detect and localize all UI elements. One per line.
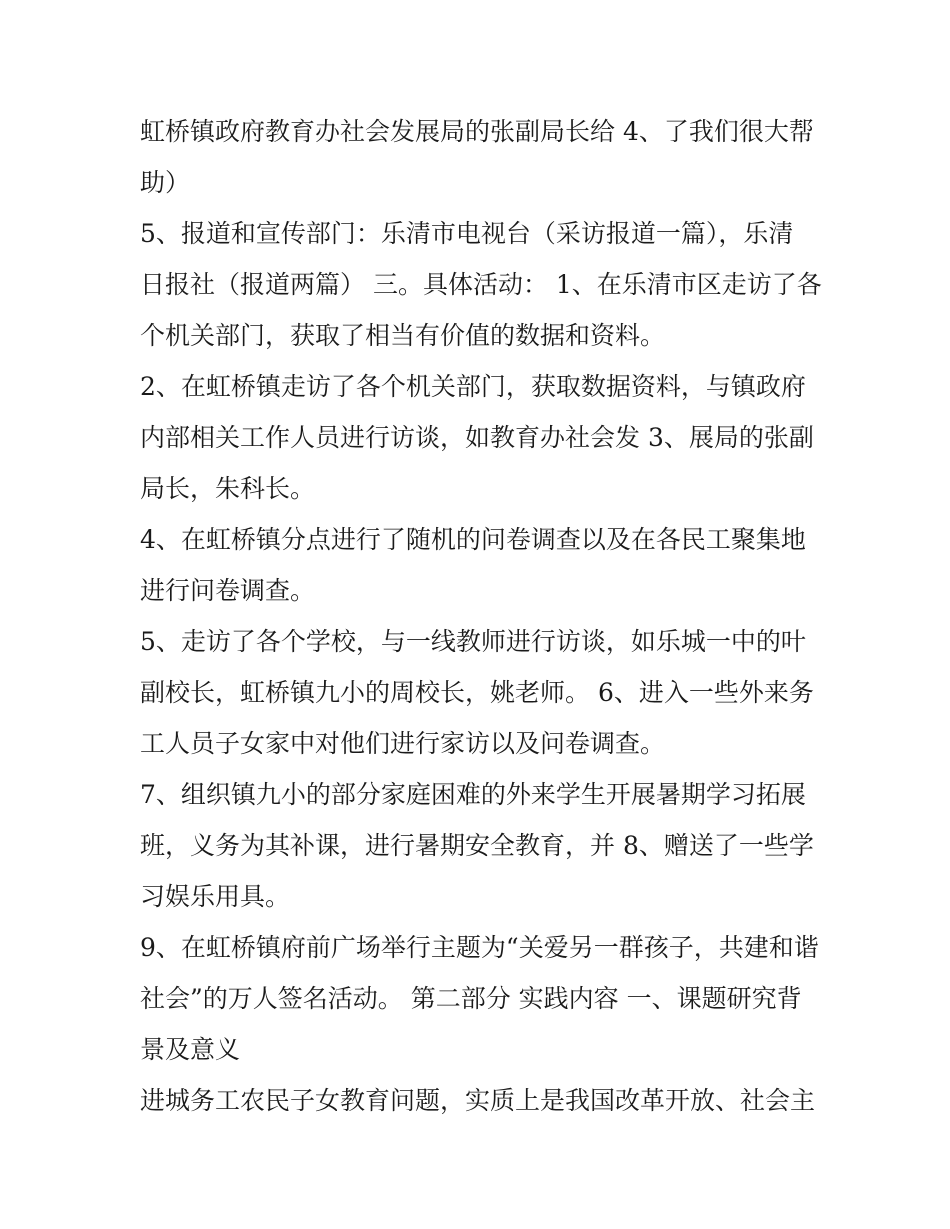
text-line: 5、走访了各个学校，与一线教师进行访谈，如乐城一中的叶 xyxy=(140,627,806,656)
text-line: 日报社（报道两篇） 三。具体活动： 1、在乐清市区走访了各 xyxy=(140,270,822,299)
paragraph-hongqiao-visits xyxy=(140,361,820,514)
text-line: 副校长，虹桥镇九小的周校长，姚老师。 6、进入一些外来务 xyxy=(140,678,814,707)
text-line: 局长，朱科长。 xyxy=(140,474,316,503)
text-line: 习娱乐用具。 xyxy=(140,882,291,911)
paragraph-summer-class xyxy=(140,769,820,922)
paragraph-school-visits xyxy=(140,616,820,769)
document-body xyxy=(140,106,820,1126)
text-line: 社会”的万人签名活动。 第二部分 实践内容 一、课题研究背 xyxy=(140,984,802,1013)
paragraph-help-note xyxy=(140,106,820,208)
text-line: 进城务工农民子女教育问题，实质上是我国改革开放、社会主 xyxy=(140,1086,816,1115)
paragraph-signature-event xyxy=(140,922,820,1075)
text-line: 内部相关工作人员进行访谈，如教育办社会发 3、展局的张副 xyxy=(140,423,814,452)
text-line: 虹桥镇政府教育办社会发展局的张副局长给 4、了我们很大帮 xyxy=(140,117,814,146)
text-line: 助） xyxy=(140,168,191,197)
text-line: 班，义务为其补课，进行暑期安全教育，并 8、赠送了一些学 xyxy=(140,831,814,860)
text-line: 个机关部门，获取了相当有价值的数据和资料。 xyxy=(140,321,666,350)
text-line: 景及意义 xyxy=(140,1035,241,1064)
text-line: 9、在虹桥镇府前广场举行主题为“关爱另一群孩子，共建和谐 xyxy=(140,933,819,962)
text-line: 2、在虹桥镇走访了各个机关部门，获取数据资料，与镇政府 xyxy=(140,372,806,401)
text-line: 进行问卷调查。 xyxy=(140,576,316,605)
paragraph-media-departments xyxy=(140,208,820,361)
text-line: 5、报道和宣传部门：乐清市电视台（采访报道一篇），乐清 xyxy=(140,219,794,248)
paragraph-education-issue xyxy=(140,1075,820,1126)
text-line: 7、组织镇九小的部分家庭困难的外来学生开展暑期学习拓展 xyxy=(140,780,806,809)
text-line: 4、在虹桥镇分点进行了随机的问卷调查以及在各民工聚集地 xyxy=(140,525,806,554)
text-line: 工人员子女家中对他们进行家访以及问卷调查。 xyxy=(140,729,666,758)
paragraph-surveys xyxy=(140,514,820,616)
